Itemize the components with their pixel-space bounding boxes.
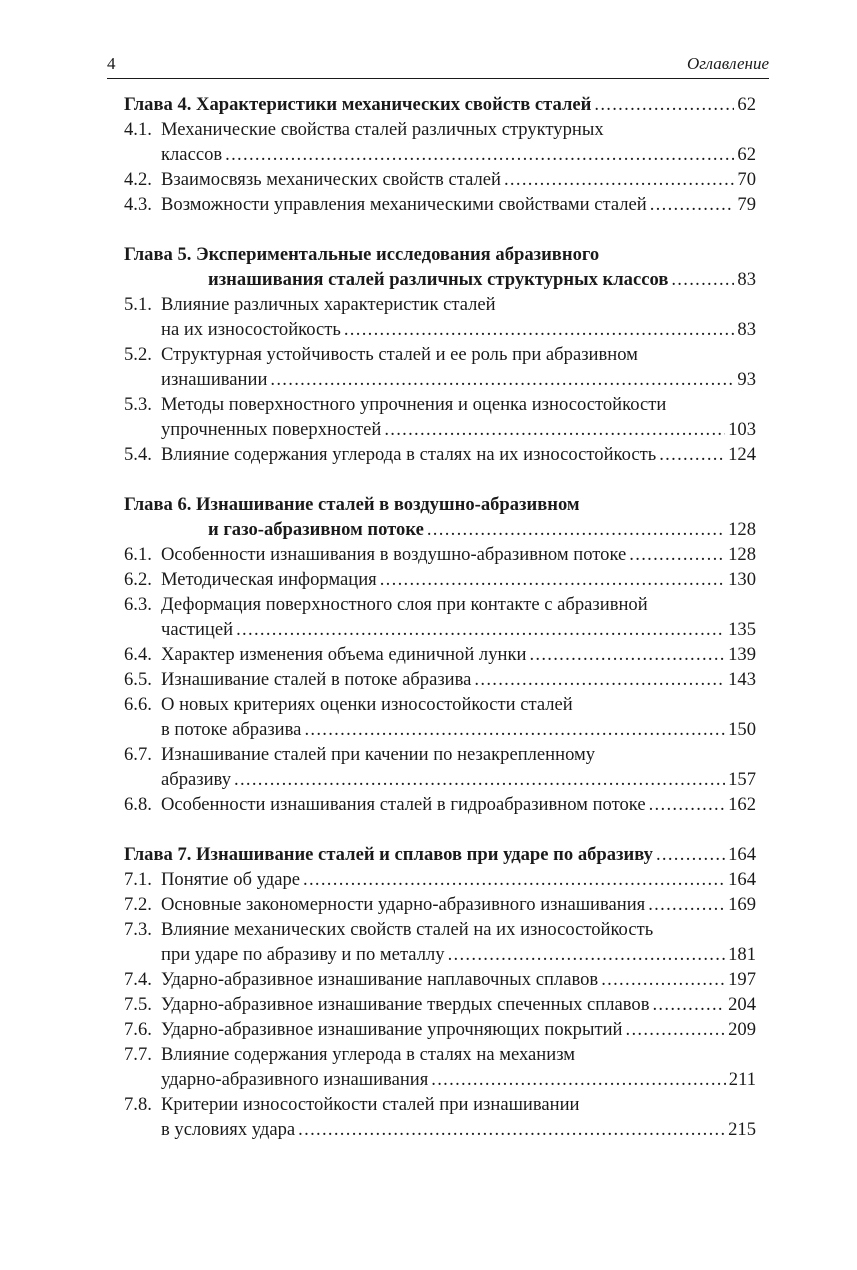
section-title: Влияние содержания углерода в сталях на их износостойкость (161, 444, 657, 465)
toc-chapter (124, 842, 756, 1142)
toc-entry (124, 542, 756, 567)
toc-entry (124, 967, 756, 992)
chapter-heading-line (124, 492, 756, 517)
toc-entry-line (124, 617, 756, 642)
chapter-title: Глава 6. Изнашивание сталей в воздушно-абразивном (124, 494, 580, 515)
section-number: 7.4. (124, 969, 152, 990)
page-ref: 211 (728, 1069, 756, 1090)
section-title: на их износостойкость (161, 319, 341, 340)
page-ref: 135 (728, 619, 756, 640)
page-ref: 181 (728, 944, 756, 965)
toc-entry-line (124, 1042, 756, 1067)
section-title: классов (161, 144, 223, 165)
section-title: Ударно-абразивное изнашивание наплавочных сплавов (161, 969, 599, 990)
chapter-heading-line (124, 842, 756, 867)
dot-leader (298, 1117, 725, 1142)
section-title: Влияние содержания углерода в сталях на механизм (161, 1044, 576, 1065)
toc-entry-line (124, 942, 756, 967)
dot-leader (504, 167, 734, 192)
toc-entry (124, 1092, 756, 1142)
toc-entry-line (124, 992, 756, 1017)
dot-leader (474, 667, 725, 692)
toc-entry-line (124, 167, 756, 192)
section-title: упрочненных поверхностей (161, 419, 382, 440)
chapter-title: Глава 7. Изнашивание сталей и сплавов при ударе по абразиву (124, 844, 653, 865)
toc-entry-line (124, 442, 756, 467)
dot-leader (431, 1067, 726, 1092)
page-ref: 169 (728, 894, 756, 915)
toc-entry (124, 117, 756, 167)
section-title: Деформация поверхностного слоя при контакте с абразивной (161, 594, 648, 615)
section-number: 6.4. (124, 644, 152, 665)
toc-entry-line (124, 1067, 756, 1092)
page-ref: 130 (728, 569, 756, 590)
dot-leader (626, 1017, 726, 1042)
toc-entry (124, 917, 756, 967)
dot-leader (236, 617, 725, 642)
table-of-contents (124, 92, 756, 1167)
section-number: 7.8. (124, 1094, 152, 1115)
section-title: Характер изменения объема единичной лунки (161, 644, 527, 665)
dot-leader (384, 417, 725, 442)
toc-entry-line (124, 192, 756, 217)
chapter-title: Глава 4. Характеристики механических свойств сталей (124, 94, 592, 115)
section-title: Механические свойства сталей различных структурных (161, 119, 604, 140)
page-ref: 128 (728, 544, 756, 565)
toc-entry (124, 1042, 756, 1092)
section-title: Основные закономерности ударно-абразивного изнашивания (161, 894, 646, 915)
dot-leader (594, 92, 734, 117)
section-number: 6.8. (124, 794, 152, 815)
chapter-heading (124, 492, 756, 542)
dot-leader (659, 442, 725, 467)
page-ref: 124 (728, 444, 756, 465)
section-number: 7.1. (124, 869, 152, 890)
section-title: Влияние различных характеристик сталей (161, 294, 496, 315)
toc-chapter (124, 92, 756, 217)
running-title: Оглавление (686, 54, 769, 73)
page-ref: 143 (728, 669, 756, 690)
section-number: 7.5. (124, 994, 152, 1015)
section-number: 7.2. (124, 894, 152, 915)
section-title: абразиву (161, 769, 231, 790)
dot-leader (601, 967, 725, 992)
dot-leader (448, 942, 726, 967)
toc-entry-line (124, 867, 756, 892)
toc-entry-line (124, 342, 756, 367)
section-number: 7.6. (124, 1019, 152, 1040)
toc-entry-line (124, 792, 756, 817)
section-title: О новых критериях оценки износостойкости сталей (161, 694, 573, 715)
dot-leader (671, 267, 734, 292)
page-ref: 164 (728, 844, 756, 865)
section-title: Критерии износостойкости сталей при изнашивании (161, 1094, 580, 1115)
toc-entry-line (124, 1117, 756, 1142)
dot-leader (427, 517, 725, 542)
toc-entry-line (124, 642, 756, 667)
section-title: при ударе по абразиву и по металлу (161, 944, 445, 965)
toc-entry (124, 992, 756, 1017)
section-title: Особенности изнашивания сталей в гидроабразивном потоке (161, 794, 646, 815)
section-number: 5.3. (124, 394, 152, 415)
page-ref: 150 (728, 719, 756, 740)
page-ref: 79 (737, 194, 756, 215)
page-ref: 103 (728, 419, 756, 440)
dot-leader (629, 542, 725, 567)
dot-leader (303, 867, 725, 892)
toc-entry-line (124, 567, 756, 592)
section-title: Особенности изнашивания в воздушно-абразивном потоке (161, 544, 627, 565)
toc-entry (124, 567, 756, 592)
page-ref: 83 (737, 269, 756, 290)
toc-entry (124, 892, 756, 917)
chapter-heading-line (124, 267, 756, 292)
dot-leader (225, 142, 734, 167)
dot-leader (652, 992, 725, 1017)
section-title: в потоке абразива (161, 719, 302, 740)
toc-entry (124, 592, 756, 642)
dot-leader (650, 192, 735, 217)
section-title: Ударно-абразивное изнашивание упрочняющих покрытий (161, 1019, 623, 1040)
dot-leader (529, 642, 725, 667)
toc-entry-line (124, 392, 756, 417)
toc-entry (124, 167, 756, 192)
toc-entry-line (124, 1017, 756, 1042)
section-title: ударно-абразивного изнашивания (161, 1069, 429, 1090)
section-title: Методы поверхностного упрочнения и оценка износостойкости (161, 394, 667, 415)
toc-entry-line (124, 967, 756, 992)
toc-chapter (124, 492, 756, 817)
page-ref: 164 (728, 869, 756, 890)
page-number: 4 (107, 54, 116, 73)
dot-leader (234, 767, 725, 792)
toc-entry-line (124, 592, 756, 617)
toc-entry (124, 867, 756, 892)
toc-entry-line (124, 892, 756, 917)
section-title: Возможности управления механическими свойствами сталей (161, 194, 647, 215)
chapter-heading-line (124, 92, 756, 117)
dot-leader (649, 792, 726, 817)
section-number: 7.3. (124, 919, 152, 940)
page-ref: 162 (728, 794, 756, 815)
page-ref: 197 (728, 969, 756, 990)
toc-entry-line (124, 692, 756, 717)
chapter-heading-line (124, 242, 756, 267)
dot-leader (304, 717, 725, 742)
dot-leader (380, 567, 725, 592)
section-title: Изнашивание сталей при качении по незакрепленному (161, 744, 596, 765)
toc-entry (124, 342, 756, 392)
toc-entry (124, 742, 756, 792)
page-ref: 93 (737, 369, 756, 390)
page-ref: 139 (728, 644, 756, 665)
section-number: 6.3. (124, 594, 152, 615)
chapter-heading (124, 842, 756, 867)
section-number: 6.1. (124, 544, 152, 565)
toc-entry-line (124, 717, 756, 742)
chapter-heading (124, 92, 756, 117)
toc-entry-line (124, 117, 756, 142)
toc-entry-line (124, 1092, 756, 1117)
section-number: 6.6. (124, 694, 152, 715)
section-title: частицей (161, 619, 234, 640)
chapter-title: изнашивания сталей различных структурных классов (208, 269, 669, 290)
toc-entry (124, 642, 756, 667)
toc-entry-line (124, 142, 756, 167)
page-ref: 209 (728, 1019, 756, 1040)
toc-entry (124, 667, 756, 692)
section-title: изнашивании (161, 369, 268, 390)
toc-entry-line (124, 367, 756, 392)
page-ref: 204 (728, 994, 756, 1015)
section-number: 4.1. (124, 119, 152, 140)
page-ref: 157 (728, 769, 756, 790)
toc-entry-line (124, 292, 756, 317)
toc-entry (124, 1017, 756, 1042)
toc-entry-line (124, 767, 756, 792)
section-title: Методическая информация (161, 569, 377, 590)
chapter-heading-line (124, 517, 756, 542)
dot-leader (648, 892, 725, 917)
section-title: Взаимосвязь механических свойств сталей (161, 169, 501, 190)
toc-entry-line (124, 917, 756, 942)
toc-entry-line (124, 542, 756, 567)
toc-entry (124, 692, 756, 742)
section-number: 7.7. (124, 1044, 152, 1065)
section-number: 6.5. (124, 669, 152, 690)
toc-chapter (124, 242, 756, 467)
toc-entry-line (124, 417, 756, 442)
toc-entry (124, 292, 756, 342)
dot-leader (656, 842, 725, 867)
page-ref: 62 (737, 144, 756, 165)
page-ref: 62 (737, 94, 756, 115)
section-number: 5.2. (124, 344, 152, 365)
toc-entry-line (124, 667, 756, 692)
page-ref: 215 (728, 1119, 756, 1140)
section-title: Изнашивание сталей в потоке абразива (161, 669, 472, 690)
chapter-heading (124, 242, 756, 292)
toc-entry (124, 392, 756, 442)
page-ref: 83 (737, 319, 756, 340)
toc-entry (124, 442, 756, 467)
page-ref: 128 (728, 519, 756, 540)
dot-leader (344, 317, 735, 342)
section-number: 6.2. (124, 569, 152, 590)
toc-entry-line (124, 317, 756, 342)
page-ref: 70 (737, 169, 756, 190)
section-title: в условиях удара (161, 1119, 296, 1140)
section-title: Ударно-абразивное изнашивание твердых спеченных сплавов (161, 994, 650, 1015)
section-title: Влияние механических свойств сталей на их износостойкость (161, 919, 654, 940)
dot-leader (270, 367, 734, 392)
toc-entry (124, 192, 756, 217)
section-number: 6.7. (124, 744, 152, 765)
section-title: Понятие об ударе (161, 869, 300, 890)
section-number: 4.2. (124, 169, 152, 190)
toc-entry-line (124, 742, 756, 767)
chapter-title: и газо-абразивном потоке (208, 519, 424, 540)
page-header (107, 52, 769, 79)
section-number: 4.3. (124, 194, 152, 215)
chapter-title: Глава 5. Экспериментальные исследования абразивного (124, 244, 600, 265)
section-number: 5.4. (124, 444, 152, 465)
section-title: Структурная устойчивость сталей и ее роль при абразивном (161, 344, 638, 365)
section-number: 5.1. (124, 294, 152, 315)
toc-entry (124, 792, 756, 817)
